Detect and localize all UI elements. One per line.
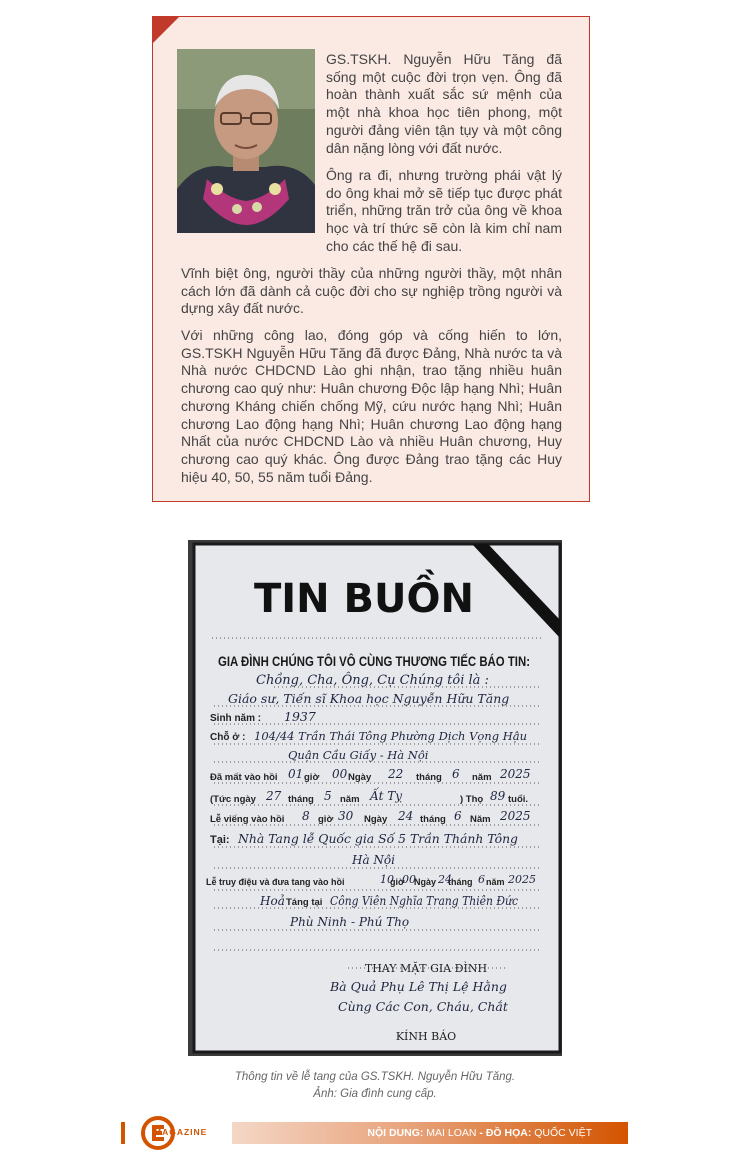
lunar-nam-word: năm <box>340 794 360 805</box>
venue-line-2: Hà Nội <box>352 853 395 867</box>
paragraph-4: Với những công lao, đóng góp và cống hiến to lớn, GS.TSKH Nguyễn Hữu Tăng đã được Đảng, Nhà nước ta và Nhà nước CHDCND Lào ghi nhận, trao tặng nhiều huân chương cao quý như: Huân chương Độc lập hạng Nhì; Huân chương Kháng chiến chống Mỹ, cứu nước hạng Nhì; Huân chương Lao động hạng Nhì; Huân chương Lao động hạng Nhất của nước CHDCND Lào và nhiều Huân chương, Huy chương cao quý khác. Ông được Đảng trao tặng các Huy hiệu 40, 50, 55 năm tuổi Đảng. <box>181 327 562 485</box>
died-label: Đã mất vào hồi <box>210 772 278 783</box>
died-nam-word: năm <box>472 772 492 783</box>
viewing-label: Lễ viếng vào hồi <box>210 814 285 825</box>
burial-label: Táng tại <box>286 897 323 908</box>
paragraph-1: GS.TSKH. Nguyễn Hữu Tăng đã sống một cuộc đời trọn vẹn. Ông đã hoàn thành xuất sắc sứ mệnh của một nhà khoa học tiên phong, một người đảng viên tận tụy và một công dân nặng lòng với đất nước. <box>326 51 562 156</box>
burial-type: Hoả <box>260 894 285 908</box>
birth-label: Sinh năm : <box>210 713 262 724</box>
died-year: 2025 <box>500 767 531 781</box>
died-gio-word: giờ <box>304 772 320 783</box>
viewing-ngay-word: Ngày <box>364 814 388 825</box>
viewing-gio-word: giờ <box>318 814 334 825</box>
caption-line-1: Thông tin về lễ tang của GS.TSKH. Nguyễn Hữu Tăng. <box>234 1071 516 1083</box>
paragraph-3: Vĩnh biệt ông, người thầy của những người thầy, một nhân cách lớn đã dành cả cuộc đời cho sự nghiệp trồng người và dựng xây đất nước. <box>181 265 562 317</box>
died-day: 22 <box>388 767 404 781</box>
venue-line-1: Nhà Tang lễ Quốc gia Số 5 Trần Thánh Tông <box>238 832 509 846</box>
lunar-day: 27 <box>266 789 282 803</box>
notice-relation: Chồng, Cha, Ông, Cụ Chúng tôi là : <box>256 673 489 688</box>
address-label: Chỗ ở : <box>210 732 246 743</box>
portrait-photo <box>177 49 315 233</box>
age-value: 89 <box>490 789 506 803</box>
viewing-day: 24 <box>398 809 414 823</box>
notice-title: TIN BUỒN <box>253 576 475 622</box>
viewing-month: 6 <box>454 809 462 823</box>
address-line-1: 104/44 Trần Thái Tông Phường Dịch Vọng Hậu <box>254 729 528 743</box>
memorial-label: Lễ truy điệu và đưa tang vào hồi <box>206 877 345 887</box>
graphics-label: ĐỒ HỌA: <box>485 1127 532 1139</box>
content-author: MAI LOAN <box>426 1127 477 1139</box>
venue-label: Tại: <box>210 834 230 846</box>
address-line-2: Quận Cầu Giấy - Hà Nội <box>288 748 429 762</box>
behalf-text: THAY MẶT GIA ĐÌNH <box>364 962 488 975</box>
died-thang-word: tháng <box>416 772 442 783</box>
memorial-minute: 00 <box>402 873 416 886</box>
memorial-hour: 10 <box>380 873 394 886</box>
footer-accent-bar <box>121 1122 125 1144</box>
logo-text: MAGAZINE <box>154 1127 208 1137</box>
memorial-nam-word: năm <box>486 877 505 887</box>
died-month: 6 <box>452 767 460 781</box>
viewing-nam-word: Năm <box>470 814 491 825</box>
paragraph-2: Ông ra đi, nhưng trường phái vật lý do ông khai mở sẽ tiếp tục được phát triển, những trăn trở của ông về khoa học và trí thức sẽ còn là kim chỉ nam cho các thế hệ đi sau. <box>326 167 562 254</box>
caption-line-2: Ảnh: Gia đình cung cấp. <box>313 1088 437 1100</box>
viewing-thang-word: tháng <box>420 814 446 825</box>
died-minute: 00 <box>332 767 348 781</box>
died-hour: 01 <box>288 767 304 781</box>
burial-line-1: Công Viên Nghĩa Trang Thiên Đức <box>330 894 519 908</box>
corner-accent <box>153 17 179 43</box>
signatory-line-1: Bà Quả Phụ Lê Thị Lệ Hằng <box>330 979 507 994</box>
notice-intro: GIA ĐÌNH CHÚNG TÔI VÔ CÙNG THƯƠNG TIẾC BÁO TIN: <box>218 654 530 669</box>
photo-caption <box>150 1069 600 1103</box>
died-ngay-word: Ngày <box>348 772 372 783</box>
memorial-month: 6 <box>478 873 485 886</box>
signatory-line-2: Cùng Các Con, Cháu, Chắt <box>338 999 508 1014</box>
obituary-notice <box>188 540 562 1056</box>
viewing-year: 2025 <box>500 809 531 823</box>
lunar-label: (Tức ngày <box>210 794 256 805</box>
content-label: NỘI DUNG: <box>367 1127 424 1139</box>
memorial-year: 2025 <box>508 873 536 886</box>
portrait-illustration <box>177 49 315 233</box>
lunar-month: 5 <box>324 789 332 803</box>
credit-text <box>367 1127 592 1139</box>
viewing-minute: 30 <box>338 809 354 823</box>
lunar-year: Ất Tỵ <box>370 789 403 803</box>
burial-line-2: Phù Ninh - Phú Thọ <box>290 915 410 929</box>
memorial-thang-word: tháng <box>448 877 473 887</box>
obituary-notice-photo <box>188 540 562 1056</box>
credit-separator: - <box>479 1127 483 1139</box>
lunar-thang-word: tháng <box>288 794 314 805</box>
age-suffix: tuổi. <box>508 794 529 805</box>
age-label: ) Thọ <box>460 794 484 805</box>
birth-year: 1937 <box>284 709 316 724</box>
memorial-day: 24 <box>438 873 452 886</box>
article-box <box>152 16 590 502</box>
memorial-ngay-word: Ngày <box>414 877 437 887</box>
memorial-gio-word: giờ <box>390 877 405 887</box>
viewing-hour: 8 <box>302 809 310 823</box>
notice-deceased-name: Giáo sư, Tiến sĩ Khoa học Nguyễn Hữu Tăng <box>228 691 510 706</box>
credit-bar <box>232 1122 628 1144</box>
closing-text: KÍNH BÁO <box>395 1030 457 1043</box>
graphics-author: QUỐC VIỆT <box>534 1127 592 1139</box>
